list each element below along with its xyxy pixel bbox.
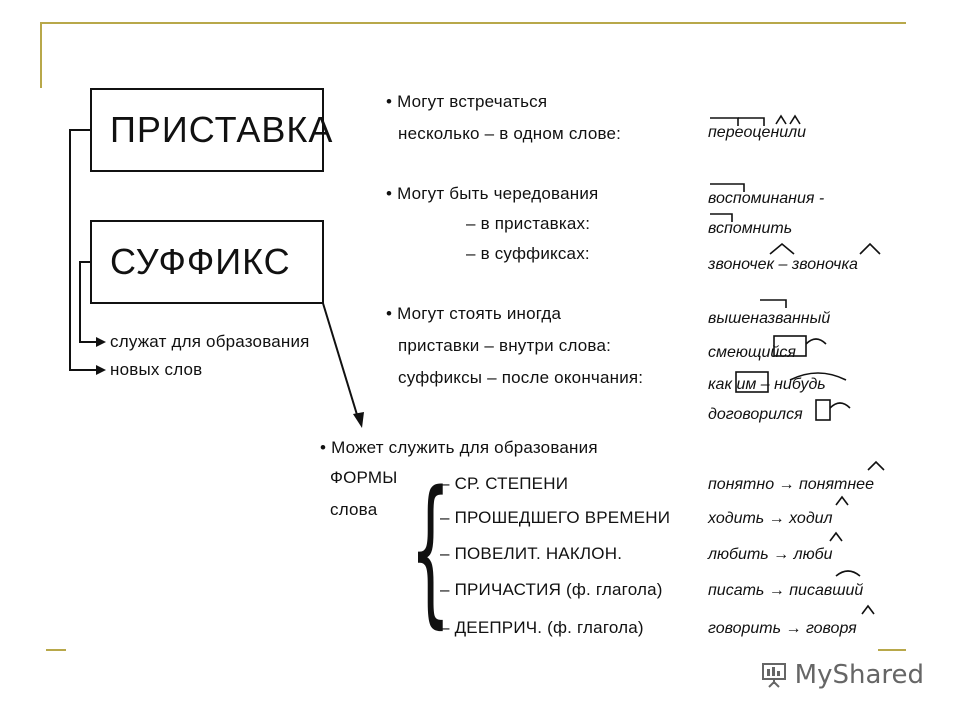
postfix-mark-2 xyxy=(830,403,850,408)
left-note-line-2: новых слов xyxy=(110,360,203,379)
prefix-mark-5 xyxy=(760,300,786,308)
suffix-mark-1 xyxy=(776,116,786,124)
suffix-mark-8 xyxy=(830,533,842,541)
suffix-mark-4 xyxy=(860,244,880,254)
forms-item-example-2: любить → люби xyxy=(708,546,833,563)
several-example: переоценили xyxy=(708,124,807,141)
suffix-box xyxy=(90,220,324,304)
alternation-line-3: – в суффиксах: xyxy=(466,244,590,263)
forms-bracket: { xyxy=(410,456,451,643)
suffix-mark-2 xyxy=(790,116,800,124)
position-line-2: приставки – внутри слова: xyxy=(398,336,612,355)
forms-line-3: слова xyxy=(330,500,378,519)
forms-item-example-4: говорить → говоря xyxy=(708,620,857,637)
forms-item-label-3: – ПРИЧАСТИЯ (ф. глагола) xyxy=(440,580,663,599)
position-example-2: смеющийся xyxy=(708,344,796,361)
forms-item-label-1: – ПРОШЕДШЕГО ВРЕМЕНИ xyxy=(440,508,671,527)
suffix-mark-7 xyxy=(836,497,848,505)
position-line-1: • Могут стоять иногда xyxy=(386,304,562,323)
prefix-box-label: ПРИСТАВКА xyxy=(110,109,334,150)
suffix-mark-9 xyxy=(836,571,860,576)
position-example-1: вышеназванный xyxy=(708,310,831,327)
left-note-line-1: служат для образования xyxy=(110,332,310,351)
arrow-head-1 xyxy=(96,337,106,347)
position-example-4: договорился xyxy=(708,406,803,423)
alternation-example-3: звоночек – звоночка xyxy=(708,256,858,273)
forms-item-label-0: – СР. СТЕПЕНИ xyxy=(440,474,569,493)
forms-line-2: ФОРМЫ xyxy=(330,468,398,487)
position-example-3: как им – нибудь xyxy=(708,376,826,393)
forms-item-example-0: понятно → понятнее xyxy=(708,476,874,493)
forms-line-1: • Может служить для образования xyxy=(320,438,598,457)
several-line-1: • Могут встречаться xyxy=(386,92,548,111)
alternation-example-1: воспоминания - xyxy=(708,190,825,207)
alternation-line-1: • Могут быть чередования xyxy=(386,184,599,203)
suffix-mark-10 xyxy=(862,606,874,614)
logo-text: MyShared xyxy=(794,660,924,690)
alternation-example-2: вспомнить xyxy=(708,220,793,237)
several-line-2: несколько – в одном слове: xyxy=(398,124,622,143)
forms-connector xyxy=(322,300,358,418)
suffix-box-label: СУФФИКС xyxy=(110,241,291,282)
arrow-head-2 xyxy=(96,365,106,375)
arrow-head-3 xyxy=(353,412,364,428)
suffix-mark-6 xyxy=(868,462,884,470)
forms-item-label-4: – ДЕЕПРИЧ. (ф. глагола) xyxy=(440,618,644,637)
ending-box-3 xyxy=(816,400,830,420)
postfix-mark-1 xyxy=(806,339,826,344)
myshared-logo xyxy=(759,660,924,690)
presentation-board-icon xyxy=(759,660,789,690)
prefix-box xyxy=(90,88,334,172)
position-line-3: суффиксы – после окончания: xyxy=(398,368,644,387)
forms-item-example-1: ходить → ходил xyxy=(708,510,833,527)
suffix-mark-3 xyxy=(770,244,794,254)
alternation-line-2: – в приставках: xyxy=(466,214,591,233)
forms-item-label-2: – ПОВЕЛИТ. НАКЛОН. xyxy=(440,544,623,563)
forms-item-example-3: писать → писавший xyxy=(708,582,864,599)
